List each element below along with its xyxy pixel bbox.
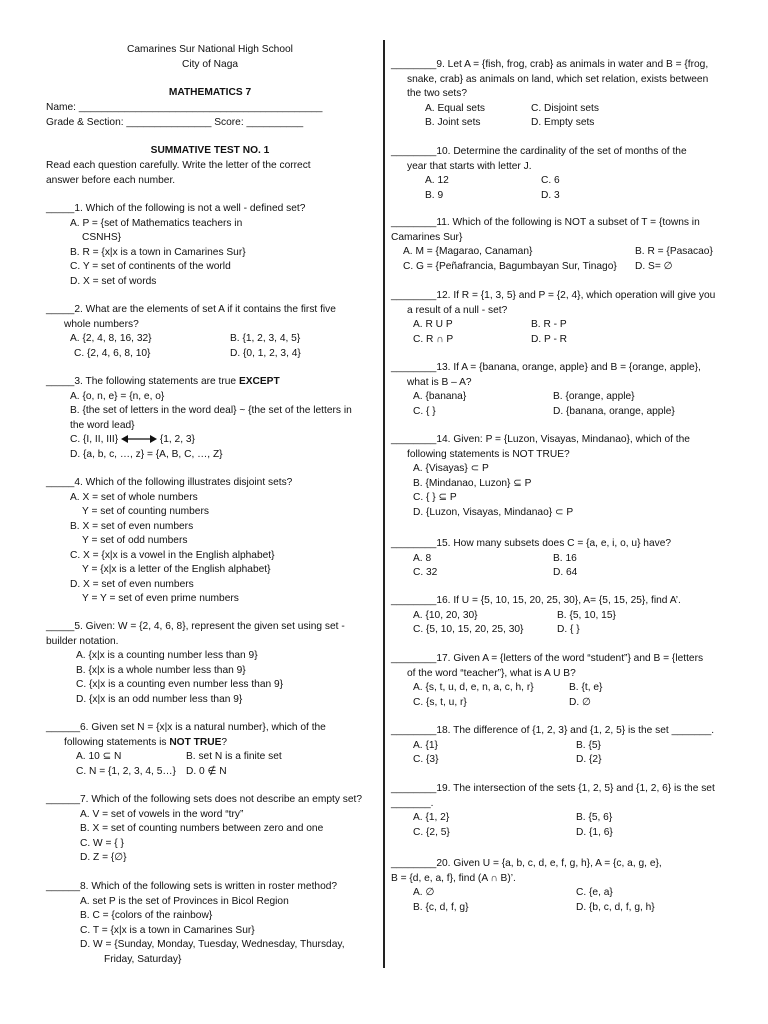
choice-b: B. {Mindanao, Luzon} ⊆ P <box>413 477 532 489</box>
choice-a: A. {Visayas} ⊂ P <box>413 463 489 474</box>
question-11 <box>391 216 726 274</box>
choice-c: C. {I, II, III} <box>70 434 119 445</box>
choice-b: B. {5, 6} <box>576 812 613 823</box>
question-stem: ________14. Given: P = {Luzon, Visayas, Mindanao}, which of the <box>391 434 690 445</box>
choice-d: D. {x|x is an odd number less than 9} <box>76 693 243 705</box>
question-stem: ________9. Let A = {fish, frog, crab} as animals in water and B = {frog, <box>391 59 709 70</box>
question-3 <box>46 375 374 462</box>
choice-d: D. X = set of words <box>70 275 157 287</box>
choice-b: B. X = set of counting numbers between zero and one <box>80 823 324 834</box>
choice-c: C. Disjoint sets <box>531 102 599 114</box>
question-18 <box>391 724 726 768</box>
choice-b: B. 16 <box>553 552 577 564</box>
choice-c: C. {5, 10, 15, 20, 25, 30} <box>413 624 524 635</box>
school-name: Camarines Sur National High School <box>127 44 293 55</box>
choice-d: D. {0, 1, 2, 3, 4} <box>230 347 301 359</box>
choice-d: D. S= ∅ <box>635 260 673 272</box>
question-15 <box>391 537 726 581</box>
question-stem: _____2. What are the elements of set A if it contains the first five <box>46 304 336 315</box>
choice-d-cont: Friday, Saturday} <box>104 953 182 965</box>
choice-a: A. {x|x is a counting number less than 9} <box>76 650 258 661</box>
city-name: City of Naga <box>181 59 239 70</box>
choice-d: D. {1, 6} <box>576 826 613 838</box>
choice-d-cont: Y = Y = set of even prime numbers <box>82 593 239 604</box>
choice-a: A. Equal sets <box>425 102 486 114</box>
choice-b: B. Joint sets <box>425 117 481 128</box>
question-stem: ______7. Which of the following sets does not describe an empty set? <box>46 794 363 805</box>
choice-a: A. R U P <box>413 319 453 330</box>
question-stem-cont: what is B – A? <box>407 376 472 388</box>
choice-c: C. W = { } <box>80 837 124 849</box>
choice-d: D. { } <box>557 624 580 635</box>
question-stem-cont: year that starts with letter J. <box>407 160 532 172</box>
question-16 <box>391 594 726 638</box>
question-stem-cont: snake, crab} as animals on land, which set relation, exists between <box>407 73 709 85</box>
choice-c: C. {x|x is a counting even number less than 9} <box>76 679 284 690</box>
choice-b: B. {5} <box>576 739 601 751</box>
choice-d: D. P - R <box>531 333 568 345</box>
choice-a: A. 10 ⊆ N <box>76 751 122 762</box>
choice-b: B. set N is a finite set <box>186 751 282 762</box>
choice-c: C. {3} <box>413 754 439 765</box>
choice-b: B. {orange, apple} <box>553 391 635 402</box>
choice-c: C. {e, a} <box>576 887 613 898</box>
choice-c: C. X = {x|x is a vowel in the English alphabet} <box>70 549 275 561</box>
question-stem-cont: _______. <box>391 797 434 809</box>
question-stem: _____4. Which of the following illustrates disjoint sets? <box>46 477 293 488</box>
question-stem: ________12. If R = {1, 3, 5} and P = {2, 4}, which operation will give you <box>391 290 716 301</box>
choice-c: C. N = {1, 2, 3, 4, 5…} <box>76 765 176 777</box>
question-8 <box>46 880 374 967</box>
choice-b: B. R = {x|x is a town in Camarines Sur} <box>70 246 246 258</box>
question-7 <box>46 793 374 866</box>
choice-a: A. X = set of whole numbers <box>70 491 198 503</box>
question-stem-cont2: the two sets? <box>407 88 468 99</box>
question-stem: ________17. Given A = {letters of the word “student”} and B = {letters <box>391 653 704 664</box>
choice-a: A. M = {Magarao, Canaman} <box>403 246 533 257</box>
question-stem-cont: a result of a null - set? <box>407 304 508 316</box>
question-6: ______6. Given set N = {x|x is a natural number}, which of the following statements is NOT TRUE? A. 10 ⊆ N B. set N is a finite set C. N = {1, 2, 3, 4, 5…} D. 0 ∉ N <box>46 721 374 779</box>
choice-a: A. 12 <box>425 175 449 186</box>
question-stem: ________11. Which of the following is NOT a subset of T = {towns in <box>391 217 700 228</box>
question-stem-cont: whole numbers? <box>64 318 139 330</box>
question-13 <box>391 361 726 419</box>
question-stem: ______8. Which of the following sets is written in roster method? <box>46 881 338 892</box>
choice-a: A. set P is the set of Provinces in Bicol Region <box>80 895 289 907</box>
choice-b: B. C = {colors of the rainbow} <box>80 910 213 921</box>
choice-d: D. {Luzon, Visayas, Mindanao} ⊂ P <box>413 506 574 518</box>
question-stem: ______6. Given set N = {x|x is a natural number}, which of the <box>46 722 326 733</box>
question-stem: ________20. Given U = {a, b, c, d, e, f, g, h}, A = {c, a, g, e}, <box>391 858 662 869</box>
choice-b-cont: the word lead} <box>70 419 135 431</box>
choice-c: C. {2, 5} <box>413 826 450 838</box>
question-stem: ________19. The intersection of the sets {1, 2, 5} and {1, 2, 6} is the set <box>391 783 715 794</box>
question-stem-cont: B = {d, e, a, f}, find (A ∩ B)’. <box>391 872 516 884</box>
choice-b: B. {5, 10, 15} <box>557 609 616 621</box>
choice-c: C. {2, 4, 6, 8, 10} <box>74 347 151 359</box>
question-stem: ________10. Determine the cardinality of the set of months of the <box>391 146 687 157</box>
choice-d: D. {2} <box>576 754 602 765</box>
choice-d: D. Empty sets <box>531 117 595 128</box>
question-14 <box>391 433 726 520</box>
choice-b: B. {c, d, f, g} <box>413 901 469 913</box>
question-5 <box>46 620 374 707</box>
column-divider <box>383 40 385 968</box>
choice-c: C. Y = set of continents of the world <box>70 261 231 272</box>
question-stem-cont: of the word “teacher”}, what is A U B? <box>407 667 576 679</box>
question-stem: ________15. How many subsets does C = {a, e, i, o, u} have? <box>391 538 672 549</box>
choice-a: A. ∅ <box>413 887 435 898</box>
question-2 <box>46 303 374 361</box>
choice-c: C. 32 <box>413 567 438 578</box>
choice-a-cont: CSNHS} <box>82 232 122 243</box>
instructions: Read each question carefully. Write the letter of the correct answer before each number. <box>46 160 311 186</box>
question-stem: _____3. The following statements are true <box>46 376 239 387</box>
choice-d: D. {a, b, c, …, z} = {A, B, C, …, Z} <box>70 448 223 460</box>
name-field[interactable]: Name: ___________________________________________ <box>46 102 323 113</box>
choice-b: B. X = set of even numbers <box>70 520 194 532</box>
choice-a: A. V = set of vowels in the word “try” <box>80 808 244 820</box>
choice-b: B. R - P <box>531 319 567 330</box>
choice-d: D. ∅ <box>569 696 591 708</box>
question-stem-cont: following statements is NOT TRUE? <box>407 448 570 460</box>
choice-a: A. {1} <box>413 739 438 751</box>
choice-c: C. R ∩ P <box>413 333 454 345</box>
choice-a: A. {o, n, e} = {n, e, o} <box>70 390 165 402</box>
question-stem-cont: builder notation. <box>46 635 119 647</box>
question-stem: ________18. The difference of {1, 2, 3} and {1, 2, 5} is the set _______. <box>391 725 715 736</box>
test-title: SUMMATIVE TEST NO. 1 <box>150 145 270 156</box>
choice-d: D. {b, c, d, f, g, h} <box>576 901 655 913</box>
question-19 <box>391 782 726 840</box>
emphasis-not-true: NOT TRUE <box>169 736 222 748</box>
question-4 <box>46 476 374 607</box>
choice-a: A. 8 <box>413 552 432 564</box>
choice-c: C. { } ⊆ P <box>413 492 457 503</box>
choice-c: C. 6 <box>541 175 560 186</box>
question-stem: ________13. If A = {banana, orange, apple} and B = {orange, apple}, <box>391 362 701 373</box>
choice-a-cont: Y = set of counting numbers <box>82 506 209 517</box>
choice-b: B. {the set of letters in the word deal} ~ {the set of the letters in <box>70 405 352 416</box>
choice-a: A. {s, t, u, d, e, n, a, c, h, r} <box>413 682 534 693</box>
choice-c: C. T = {x|x is a town in Camarines Sur} <box>80 924 255 936</box>
emphasis-except: EXCEPT <box>238 376 280 387</box>
grade-section-score-field[interactable]: Grade & Section: _______________ Score: __________ <box>46 117 304 128</box>
question-stem: _____1. Which of the following is not a well - defined set? <box>46 203 306 214</box>
choice-d: D. 3 <box>541 189 560 201</box>
question-stem: ________16. If U = {5, 10, 15, 20, 25, 30}, A= {5, 15, 25}, find A’. <box>391 595 681 606</box>
choice-b: B. {x|x is a whole number less than 9} <box>76 664 246 676</box>
choice-b: B. {1, 2, 3, 4, 5} <box>230 333 301 344</box>
question-stem: _____5. Given: W = {2, 4, 6, 8}, represent the given set using set - <box>46 621 345 632</box>
question-9 <box>391 58 726 131</box>
choice-a: A. P = {set of Mathematics teachers in <box>70 217 243 229</box>
choice-c-cont: Y = {x|x is a letter of the English alphabet} <box>82 564 271 575</box>
choice-d: D. X = set of even numbers <box>70 578 194 590</box>
choice-a: A. {2, 4, 8, 16, 32} <box>70 333 152 344</box>
choice-c-right: {1, 2, 3} <box>159 434 195 445</box>
question-20 <box>391 857 726 915</box>
choice-b: B. {t, e} <box>569 682 603 693</box>
choice-a: A. {banana} <box>413 391 467 402</box>
choice-d: D. 0 ∉ N <box>186 765 227 777</box>
choice-c: C. { } <box>413 405 436 417</box>
choice-d: D. {banana, orange, apple} <box>553 405 675 417</box>
choice-c: C. {s, t, u, r} <box>413 696 467 708</box>
choice-c: C. G = {Peñafrancia, Bagumbayan Sur, Tinago} <box>403 260 617 272</box>
question-17 <box>391 652 726 710</box>
double-arrow-icon <box>121 434 157 444</box>
question-10 <box>391 145 726 203</box>
choice-b: B. R = {Pasacao} <box>635 246 713 257</box>
question-stem-cont: Camarines Sur} <box>391 231 463 243</box>
question-stem-cont: following statements is <box>64 736 170 748</box>
choice-b-cont: Y = set of odd numbers <box>82 535 188 546</box>
question-1 <box>46 202 374 289</box>
question-12 <box>391 289 726 347</box>
subject-title: MATHEMATICS 7 <box>168 87 252 98</box>
choice-d: D. 64 <box>553 567 578 578</box>
choice-a: A. {1, 2} <box>413 812 450 823</box>
choice-b: B. 9 <box>425 189 444 201</box>
choice-a: A. {10, 20, 30} <box>413 609 478 621</box>
choice-d: D. Z = {∅} <box>80 852 127 863</box>
choice-d: D. W = {Sunday, Monday, Tuesday, Wednesday, Thursday, <box>80 939 345 950</box>
